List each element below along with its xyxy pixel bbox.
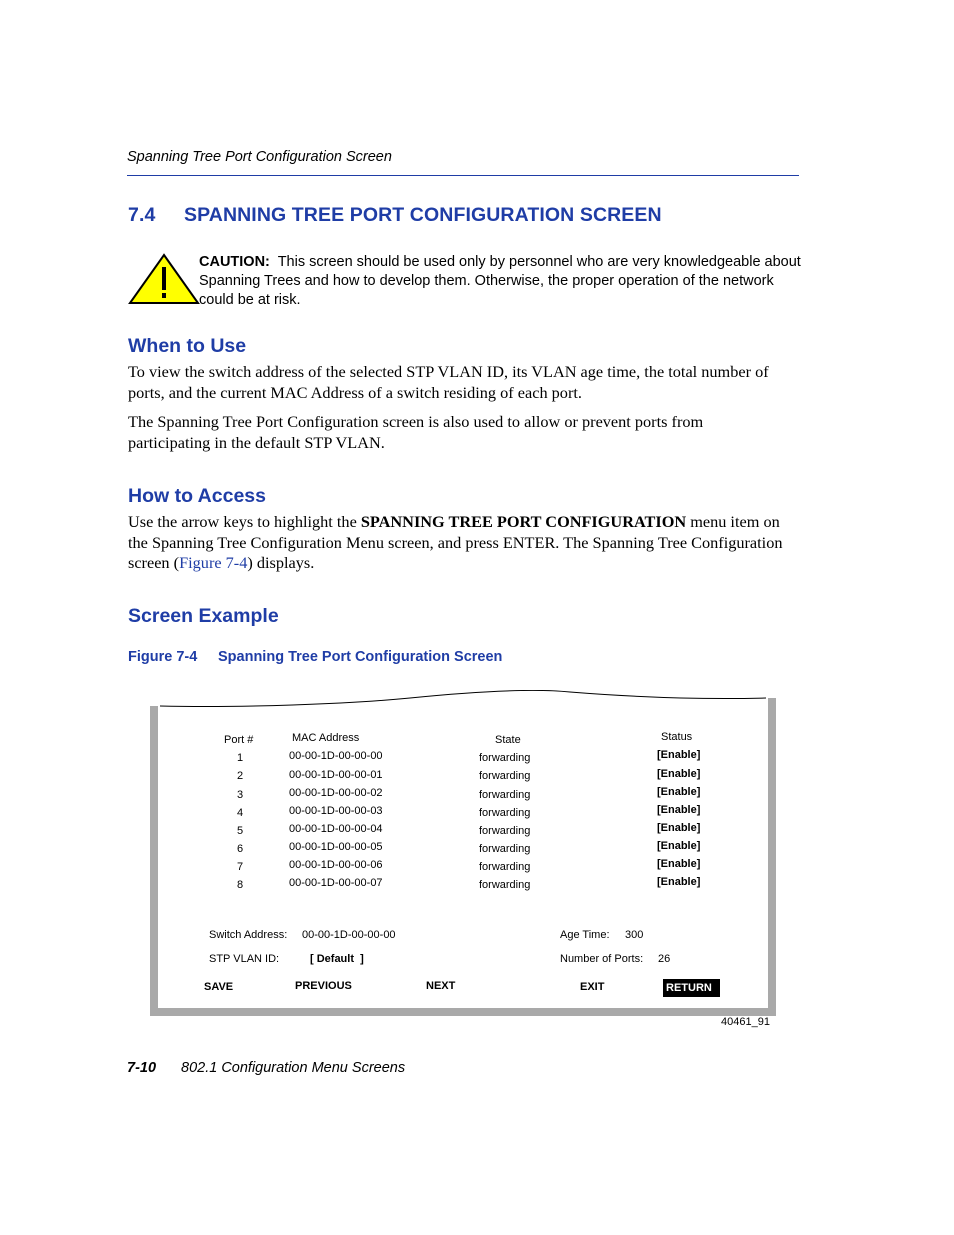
warning-triangle-icon: [128, 253, 200, 305]
running-header: Spanning Tree Port Configuration Screen: [127, 149, 392, 165]
status-toggle[interactable]: [Enable]: [657, 804, 701, 816]
port-number: 2: [237, 770, 244, 782]
section-title: [128, 204, 662, 227]
port-number: 4: [237, 807, 244, 819]
when-to-use-heading: When to Use: [128, 335, 247, 357]
number-of-ports-value: 26: [658, 953, 671, 965]
status-toggle[interactable]: [Enable]: [657, 876, 701, 888]
when-to-use-para-2: The Spanning Tree Port Configuration screen is also used to allow or prevent ports from participating in the default STP VLAN.: [128, 412, 704, 452]
port-state: forwarding: [479, 825, 531, 837]
switch-address-value: 00-00-1D-00-00-00: [302, 929, 396, 941]
mac-address: 00-00-1D-00-00-00: [289, 750, 383, 762]
figure-label: Figure 7-4: [128, 649, 198, 665]
mac-address: 00-00-1D-00-00-07: [289, 877, 383, 889]
port-state: forwarding: [479, 843, 531, 855]
status-toggle[interactable]: [Enable]: [657, 858, 701, 870]
section-number: 7.4: [128, 204, 156, 226]
port-state: forwarding: [479, 807, 531, 819]
switch-address-label: Switch Address:: [209, 929, 288, 941]
column-header-state: State: [495, 734, 521, 746]
port-number: 1: [237, 752, 244, 764]
page-number: 7-10: [127, 1060, 157, 1076]
port-state: forwarding: [479, 879, 531, 891]
age-time-value: 300: [625, 929, 644, 941]
status-toggle[interactable]: [Enable]: [657, 786, 701, 798]
status-toggle[interactable]: [Enable]: [657, 840, 701, 852]
port-state: forwarding: [479, 861, 531, 873]
mac-address: 00-00-1D-00-00-03: [289, 805, 383, 817]
stp-vlan-field[interactable]: [ Default ]: [310, 953, 364, 965]
how-to-access-text-2: menu item on the Spanning Tree Configuration Menu screen, and press ENTER. The Spanning Tree Configuration screen (: [128, 512, 783, 572]
save-button[interactable]: SAVE: [204, 981, 234, 993]
column-header-port: Port #: [224, 734, 254, 746]
caution-text: [199, 253, 804, 310]
age-time-label: Age Time:: [560, 929, 610, 941]
port-number: 8: [237, 879, 244, 891]
return-button[interactable]: RETURN: [663, 979, 720, 997]
mac-address: 00-00-1D-00-00-06: [289, 859, 383, 871]
port-state: forwarding: [479, 770, 531, 782]
figure-id: 40461_91: [721, 1016, 770, 1028]
stp-vlan-label: STP VLAN ID:: [209, 953, 280, 965]
port-state: forwarding: [479, 752, 531, 764]
port-state: forwarding: [479, 789, 531, 801]
exit-button[interactable]: EXIT: [580, 981, 605, 993]
port-number: 3: [237, 789, 244, 801]
column-header-mac: MAC Address: [292, 732, 360, 744]
mac-address: 00-00-1D-00-00-01: [289, 769, 383, 781]
how-to-access-heading: How to Access: [128, 485, 266, 507]
figure-caption: [128, 649, 502, 665]
when-to-use-para-1: To view the switch address of the selected STP VLAN ID, its VLAN age time, the total number of ports, and the current MAC Address of a switch residing of each port.: [128, 362, 769, 402]
footer-chapter-title: 802.1 Configuration Menu Screens: [181, 1060, 406, 1076]
port-number: 6: [237, 843, 244, 855]
number-of-ports-label: Number of Ports:: [560, 953, 644, 965]
figure-title: Spanning Tree Port Configuration Screen: [218, 649, 503, 665]
how-to-access-text-1: Use the arrow keys to highlight the: [128, 512, 361, 531]
status-toggle[interactable]: [Enable]: [657, 768, 701, 780]
status-toggle[interactable]: [Enable]: [657, 822, 701, 834]
how-to-access-para: [128, 512, 803, 574]
figure-link[interactable]: Figure 7-4: [179, 553, 248, 572]
port-number: 5: [237, 825, 244, 837]
caution-body: This screen should be used only by personnel who are very knowledgeable about Spanning Trees and how to develop them. Otherwise, the proper operation of the network could be at risk.: [199, 254, 801, 308]
port-number: 7: [237, 861, 244, 873]
menu-item-name: SPANNING TREE PORT CONFIGURATION: [360, 512, 687, 531]
status-toggle[interactable]: [Enable]: [657, 749, 701, 761]
how-to-access-text-3: ) displays.: [247, 553, 315, 572]
mac-address: 00-00-1D-00-00-04: [289, 823, 383, 835]
header-rule: [127, 175, 799, 176]
mac-address: 00-00-1D-00-00-02: [289, 787, 383, 799]
column-header-status: Status: [661, 731, 693, 743]
next-button[interactable]: NEXT: [426, 980, 456, 992]
mac-address: 00-00-1D-00-00-05: [289, 841, 383, 853]
previous-button[interactable]: PREVIOUS: [295, 980, 352, 992]
caution-label: CAUTION:: [199, 254, 270, 270]
section-title-text: SPANNING TREE PORT CONFIGURATION SCREEN: [184, 204, 662, 226]
screen-example-heading: Screen Example: [128, 605, 279, 627]
